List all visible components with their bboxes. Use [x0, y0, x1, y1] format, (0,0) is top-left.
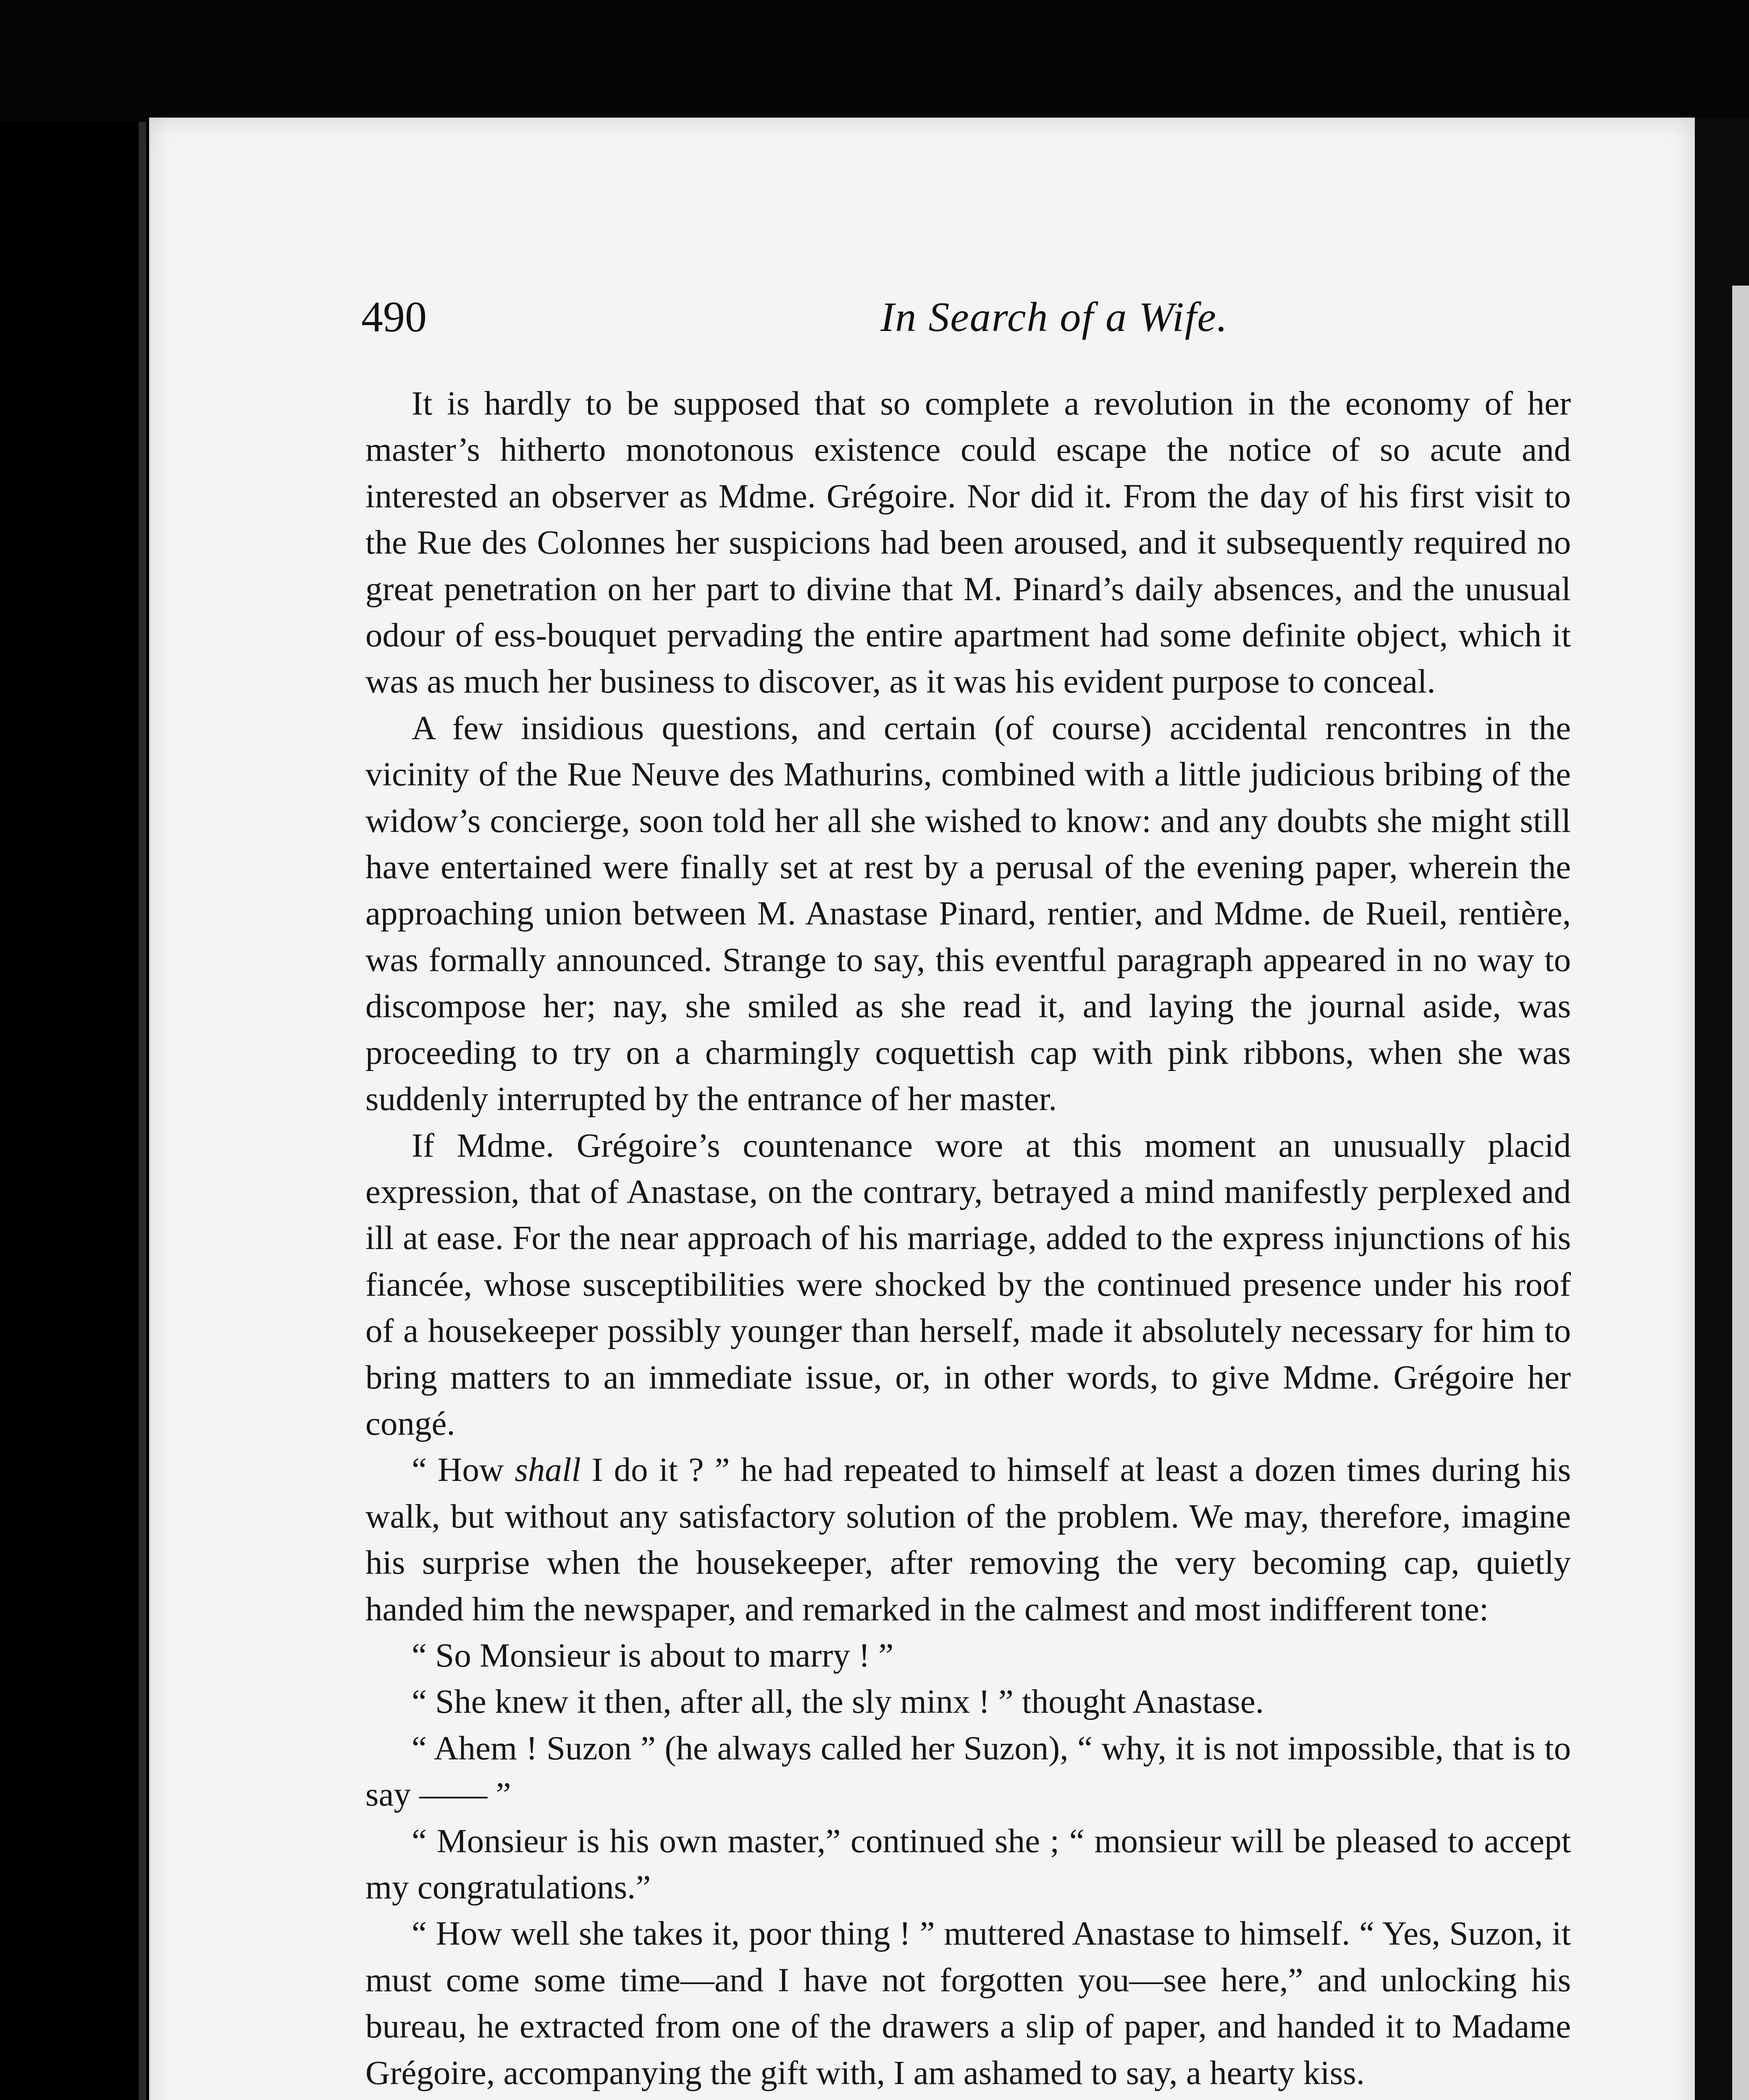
paragraph-8: “ Monsieur is his own master,” continued she ; “ monsieur will be pleased to accept my congratulations.”	[365, 1822, 1571, 1906]
paragraph-1: It is hardly to be supposed that so complete a revolution in the economy of her master’s hitherto monotonous existence could escape the notice of so acute and interested an observer as Mdme. Grégoire. Nor did it. From the day of his first visit to the Rue des Colonnes her suspicions had been aroused, and it subsequently required no great penetration on her part to divine that M. Pinard’s daily absences, and the unusual odour of ess-bouquet pervading the entire apartment had some definite object, which it was as much her business to discover, as it was his evident purpose to conceal.	[365, 384, 1571, 701]
p4-open: “ How	[412, 1451, 515, 1489]
p4-rest: I do it ? ” he had repeated to himself at least a dozen times during his walk, but without any satisfactory solution of the problem. We may, therefore, imagine his surprise when the housekeeper, after removing the very becoming cap, quietly handed him the newspaper, and remarked in the calmest and most indifferent tone:	[365, 1451, 1571, 1628]
next-page-edge	[1732, 286, 1749, 2100]
paragraph-4	[365, 1446, 1571, 1632]
running-title: In Search of a Wife.	[880, 294, 1228, 340]
paragraph-6: “ She knew it then, after all, the sly minx ! ” thought Anastase.	[412, 1683, 1264, 1721]
running-head	[361, 290, 1621, 344]
paragraph-10	[365, 2096, 1571, 2100]
book-binding-edge	[139, 122, 146, 2100]
page-number: 490	[361, 293, 427, 341]
body-text	[365, 380, 1571, 2100]
paragraph-9: “ How well she takes it, poor thing ! ” muttered Anastase to himself. “ Yes, Suzon, it must come some time—and I have not forgotten you—see here,” and unlocking his bureau, he extracted from one of the drawers a slip of paper, and handed it to Madame Grégoire, accompanying the gift with, I am ashamed to say, a hearty kiss.	[365, 1914, 1571, 2092]
paragraph-3: If Mdme. Grégoire’s countenance wore at this moment an unusually placid expression, that of Anastase, on the contrary, betrayed a mind manifestly perplexed and ill at ease. For the near approach of his marriage, added to the express injunctions of his fiancée, whose susceptibilities were shocked by the continued presence under his roof of a housekeeper possibly younger than herself, made it absolutely necessary for him to bring matters to an immediate issue, or, in other words, to give Mdme. Grégoire her congé.	[365, 1126, 1571, 1442]
paragraph-7: “ Ahem ! Suzon ” (he always called her Suzon), “ why, it is not impossible, that is to say —— ”	[365, 1729, 1571, 1814]
paragraph-2: A few insidious questions, and certain (of course) accidental rencontres in the vicinity of the Rue Neuve des Mathurins, combined with a little judicious bribing of the widow’s concierge, soon told her all she wished to know: and any doubts she might still have entertained were finally set at rest by a perusal of the evening paper, wherein the approaching union between M. Anastase Pinard, rentier, and Mdme. de Rueil, rentière, was formally announced. Strange to say, this eventful paragraph appeared in no way to discompose her; nay, she smiled as she read it, and laying the journal aside, was proceeding to try on a charmingly coquettish cap with pink ribbons, when she was suddenly interrupted by the entrance of her master.	[365, 709, 1571, 1118]
scan-top-border	[0, 0, 1749, 122]
p4-italic-shall: shall	[515, 1451, 581, 1489]
paragraph-5: “ So Monsieur is about to marry ! ”	[412, 1636, 894, 1674]
scan-right-border	[1695, 118, 1749, 2100]
